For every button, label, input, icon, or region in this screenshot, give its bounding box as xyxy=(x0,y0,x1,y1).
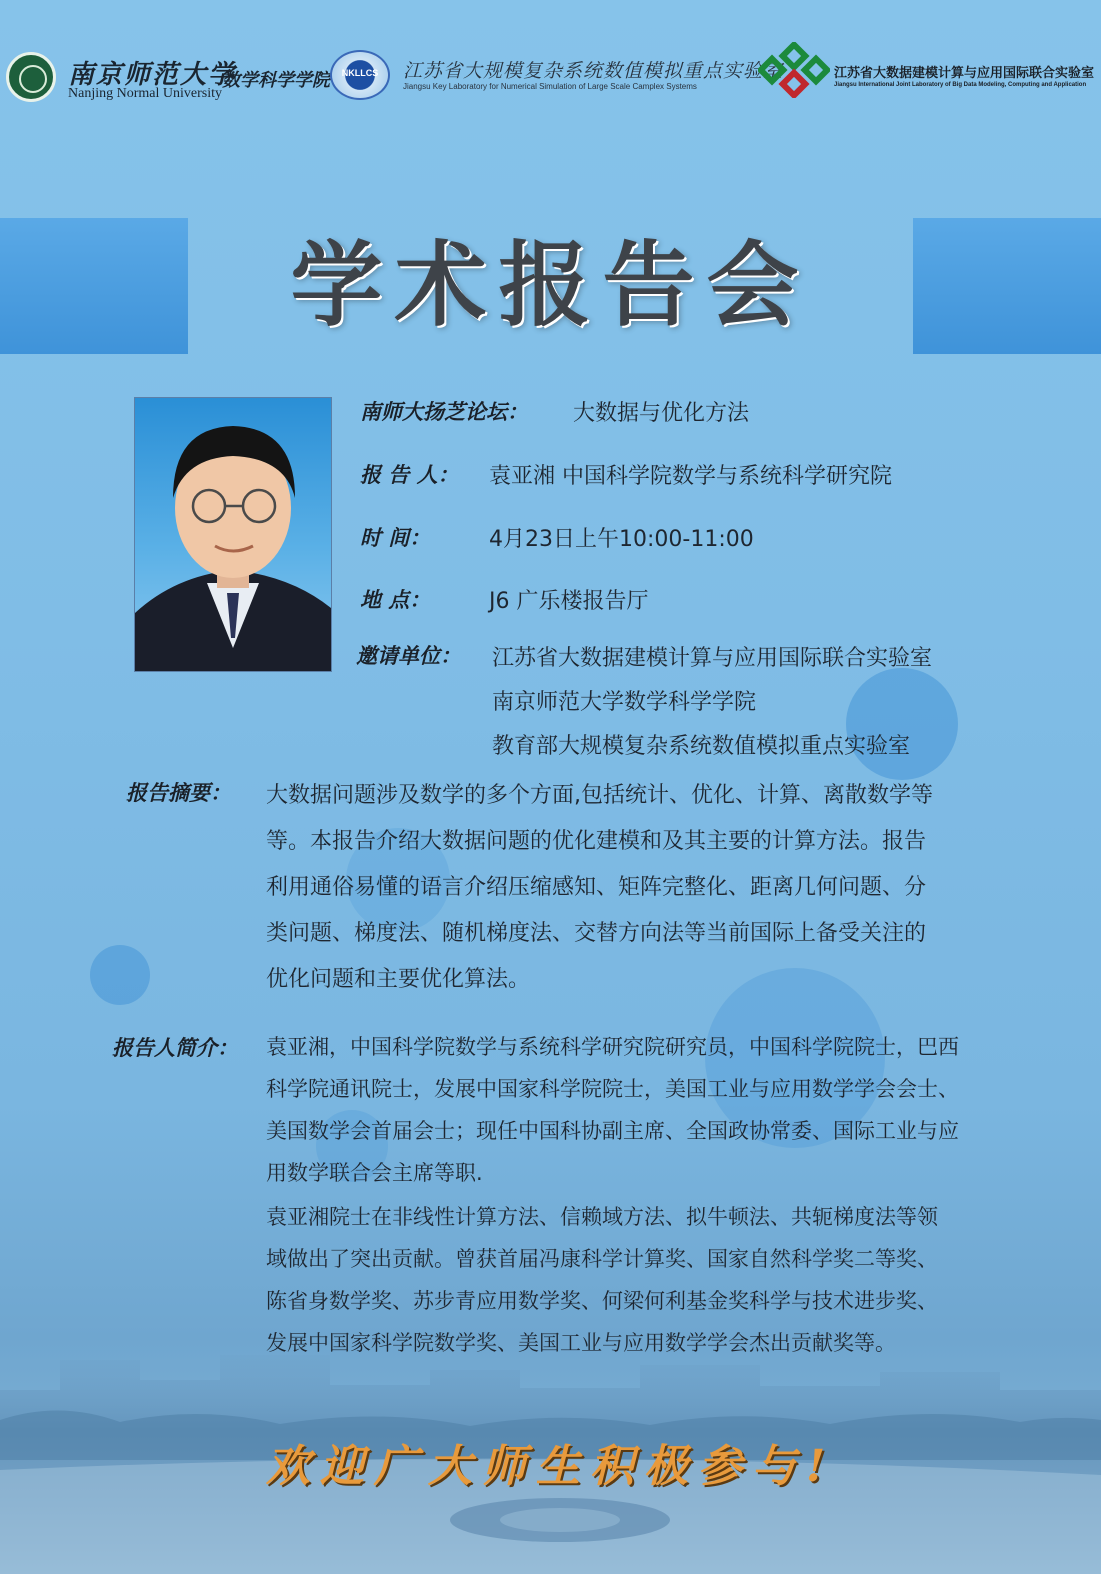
deco-circle xyxy=(846,668,958,780)
bio-line: 科学院通讯院士，发展中国家科学院院士，美国工业与应用数学学会会士、 xyxy=(266,1077,959,1101)
inviter-label: 邀请单位： xyxy=(356,643,461,668)
inviter-item: 南京师范大学数学科学学院 xyxy=(492,690,757,715)
abstract-line: 等。本报告介绍大数据问题的优化建模和及其主要的计算方法。报告 xyxy=(266,829,927,854)
lab2-name-en: Jiangsu International Joint Laboratory of Big Data Modeling, Computing and Application xyxy=(834,82,1087,88)
welcome-slogan: 欢迎广大师生积极参与! xyxy=(265,1441,836,1492)
inviter-item: 江苏省大数据建模计算与应用国际联合实验室 xyxy=(492,646,933,671)
inviter-item: 教育部大规模复杂系统数值模拟重点实验室 xyxy=(492,734,911,759)
title-band-right xyxy=(913,218,1101,354)
lab1-name-en: Jiangsu Key Laboratory for Numerical Simulation of Large Scale Camplex Systems xyxy=(403,82,697,91)
abstract-line: 大数据问题涉及数学的多个方面,包括统计、优化、计算、离散数学等 xyxy=(266,783,933,808)
bigdata-lab-logo-icon xyxy=(758,42,830,98)
lab2-name-cn: 江苏省大数据建模计算与应用国际联合实验室 xyxy=(834,66,1095,81)
lab1-name-cn: 江苏省大规模复杂系统数值模拟重点实验室 xyxy=(403,60,784,82)
nnu-name-cn: 南京师范大学 xyxy=(68,60,237,90)
nnu-seal-icon xyxy=(6,52,56,102)
krl-abbr: NKLLCS xyxy=(341,68,379,78)
place-label: 地 点： xyxy=(360,587,431,612)
bio-line: 袁亚湘院士在非线性计算方法、信赖域方法、拟牛顿法、共轭梯度法等领 xyxy=(266,1205,938,1229)
bio-line: 袁亚湘，中国科学院数学与系统科学研究院研究员，中国科学院院士，巴西 xyxy=(266,1035,959,1059)
nnu-name-en: Nanjing Normal University xyxy=(68,86,222,101)
bio-line: 美国数学会首届会士；现任中国科协副主席、全国政协常委、国际工业与应 xyxy=(266,1119,959,1143)
bio-label: 报告人简介： xyxy=(112,1035,238,1060)
abstract-line: 类问题、梯度法、随机梯度法、交替方向法等当前国际上备受关注的 xyxy=(266,921,927,946)
speaker-portrait xyxy=(134,397,332,672)
bio-line: 发展中国家科学院数学奖、美国工业与应用数学学会杰出贡献奖等。 xyxy=(266,1331,896,1355)
bio-line: 域做出了突出贡献。曾获首届冯康科学计算奖、国家自然科学奖二等奖、 xyxy=(266,1247,938,1271)
bio-line: 用数学联合会主席等职. xyxy=(266,1161,483,1185)
forum-value: 大数据与优化方法 xyxy=(573,401,750,426)
speaker-label: 报 告 人： xyxy=(360,462,459,487)
bio-line: 陈省身数学奖、苏步青应用数学奖、何梁何利基金奖科学与技术进步奖、 xyxy=(266,1289,938,1313)
time-value: 4月23日上午10:00-11:00 xyxy=(489,527,754,552)
deco-circle xyxy=(90,945,150,1005)
abstract-line: 利用通俗易懂的语言介绍压缩感知、矩阵完整化、距离几何问题、分 xyxy=(266,875,927,900)
time-label: 时 间： xyxy=(360,525,431,550)
place-value: J6 广乐楼报告厅 xyxy=(489,589,649,614)
speaker-value: 袁亚湘 中国科学院数学与系统科学研究院 xyxy=(489,464,892,489)
abstract-label: 报告摘要： xyxy=(126,780,231,805)
header-logos xyxy=(0,0,1101,150)
title-band-left xyxy=(0,218,188,354)
forum-label: 南师大扬芝论坛： xyxy=(360,399,528,424)
page-title: 学术报告会 xyxy=(290,232,811,339)
abstract-line: 优化问题和主要优化算法。 xyxy=(266,967,531,992)
school-name: 数学科学学院 xyxy=(222,70,330,91)
